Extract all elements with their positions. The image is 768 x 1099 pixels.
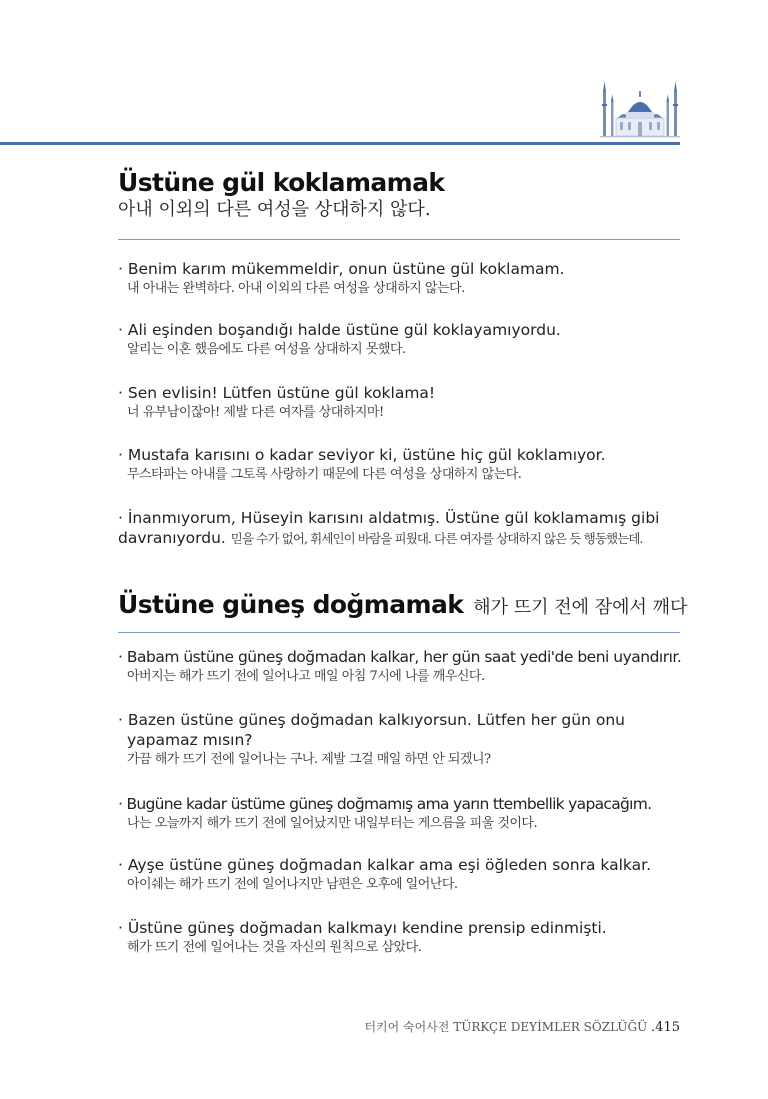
example-item: · İnanmıyorum, Hüseyin karısını aldatmış. Üstüne gül koklamamış gibi davranıyordu. 믿을 수가 없어, 휘세인이 바람을 피웠대. 다른 여자를 상대하지 않은 듯 행동했는데. <box>118 509 660 547</box>
entry-meaning: 아내 이외의 다른 여성을 상대하지 않다. <box>118 199 431 220</box>
example-korean: 아버지는 해가 뜨기 전에 일어나고 매일 아침 7시에 나를 깨우신다. <box>127 669 485 684</box>
example-korean: 믿을 수가 없어, 휘세인이 바람을 피웠대. 다른 여자를 상대하지 않은 듯 행동했는데. <box>230 531 643 546</box>
entry-title: Üstüne güneş doğmamak <box>118 590 464 619</box>
section-rule <box>118 632 680 633</box>
example-korean: 무스타파는 아내를 그토록 사랑하기 때문에 다른 여성을 상대하지 않는다. <box>127 467 522 482</box>
example-korean: 너 유부남이잖아! 제발 다른 여자를 상대하지마! <box>127 405 384 420</box>
example-korean: 나는 오늘까지 해가 뜨기 전에 일어났지만 내일부터는 게으름을 피울 것이다. <box>127 816 538 831</box>
entry-title: Üstüne gül koklamamak <box>118 168 445 197</box>
page-number: 415 <box>655 1020 680 1035</box>
example-turkish: davranıyordu. <box>118 529 226 547</box>
entry-2 <box>118 590 688 620</box>
footer-title: 터키어 숙어사전 TÜRKÇE DEYİMLER SÖZLÜĞÜ <box>364 1020 648 1034</box>
mosque-icon <box>600 78 680 142</box>
example-turkish: Bugüne kadar üstüme güneş doğmamış ama yarın ttembellik yapacağım. <box>126 795 652 813</box>
example-korean: 아이쉐는 해가 뜨기 전에 일어나지만 남편은 오후에 일어난다. <box>127 877 458 892</box>
example-korean: 가끔 해가 뜨기 전에 일어나는 구나. 제발 그걸 매일 하면 안 되겠니? <box>127 752 491 767</box>
example-turkish: Babam üstüne güneş doğmadan kalkar, her gün saat yedi'de beni uyandırır. <box>126 648 682 666</box>
example-item: · Bazen üstüne güneş doğmadan kalkıyorsun. Lütfen her gün onu yapamaz mısın? 가끔 해가 뜨기 전에 일어나는 구나. 제발 그걸 매일 하면 안 되겠니? <box>118 710 678 769</box>
header-rule <box>0 142 680 145</box>
example-item: · Babam üstüne güneş doğmadan kalkar, her gün saat yedi'de beni uyandırır. 아버지는 해가 뜨기 전에 일어나고 매일 아침 7시에 나를 깨우신다. <box>118 648 682 684</box>
example-item: · Ayşe üstüne güneş doğmadan kalkar ama eşi öğleden sonra kalkar. 아이쉐는 해가 뜨기 전에 일어나지만 남편은 오후에 일어난다. <box>118 855 678 894</box>
example-turkish: Benim karım mükemmeldir, onun üstüne gül koklamam. <box>127 260 565 278</box>
example-turkish: yapamaz mısın? <box>127 731 253 749</box>
entry-meaning: 해가 뜨기 전에 잠에서 깨다 <box>473 597 688 618</box>
section-rule <box>118 239 680 240</box>
example-item: · Mustafa karısını o kadar seviyor ki, üstüne hiç gül koklamıyor. 무스타파는 아내를 그토록 사랑하기 때문에 다른 여성을 상대하지 않는다. <box>118 445 678 484</box>
example-item: · Ali eşinden boşandığı halde üstüne gül koklayamıyordu. 알리는 이혼 했음에도 다른 여성을 상대하지 못했다. <box>118 320 678 359</box>
example-item: · Üstüne güneş doğmadan kalkmayı kendine prensip edinmişti. 해가 뜨기 전에 일어나는 것을 자신의 원칙으로 삼았다. <box>118 918 678 957</box>
example-item: · Sen evlisin! Lütfen üstüne gül koklama! 너 유부남이잖아! 제발 다른 여자를 상대하지마! <box>118 383 678 422</box>
example-korean: 알리는 이혼 했음에도 다른 여성을 상대하지 못했다. <box>127 342 406 357</box>
example-turkish: İnanmıyorum, Hüseyin karısını aldatmış. Üstüne gül koklamamış gibi <box>127 509 660 527</box>
page-footer: 터키어 숙어사전 TÜRKÇE DEYİMLER SÖZLÜĞÜ .415 <box>364 1020 680 1035</box>
example-turkish: Bazen üstüne güneş doğmadan kalkıyorsun. Lütfen her gün onu <box>127 711 625 729</box>
example-korean: 내 아내는 완벽하다. 아내 이외의 다른 여성을 상대하지 않는다. <box>127 281 465 296</box>
example-turkish: Ayşe üstüne güneş doğmadan kalkar ama eşi öğleden sonra kalkar. <box>127 856 652 874</box>
entry-1 <box>118 168 680 222</box>
example-turkish: Sen evlisin! Lütfen üstüne gül koklama! <box>127 384 436 402</box>
example-item: · Benim karım mükemmeldir, onun üstüne gül koklamam. 내 아내는 완벽하다. 아내 이외의 다른 여성을 상대하지 않는다. <box>118 259 678 298</box>
example-turkish: Ali eşinden boşandığı halde üstüne gül koklayamıyordu. <box>127 321 561 339</box>
example-korean: 해가 뜨기 전에 일어나는 것을 자신의 원칙으로 삼았다. <box>127 940 422 955</box>
example-turkish: Üstüne güneş doğmadan kalkmayı kendine prensip edinmişti. <box>127 919 607 937</box>
example-turkish: Mustafa karısını o kadar seviyor ki, üstüne hiç gül koklamıyor. <box>127 446 606 464</box>
example-item: · Bugüne kadar üstüme güneş doğmamış ama yarın ttembellik yapacağım. 나는 오늘까지 해가 뜨기 전에 일어났지만 내일부터는 게으름을 피울 것이다. <box>118 794 678 833</box>
